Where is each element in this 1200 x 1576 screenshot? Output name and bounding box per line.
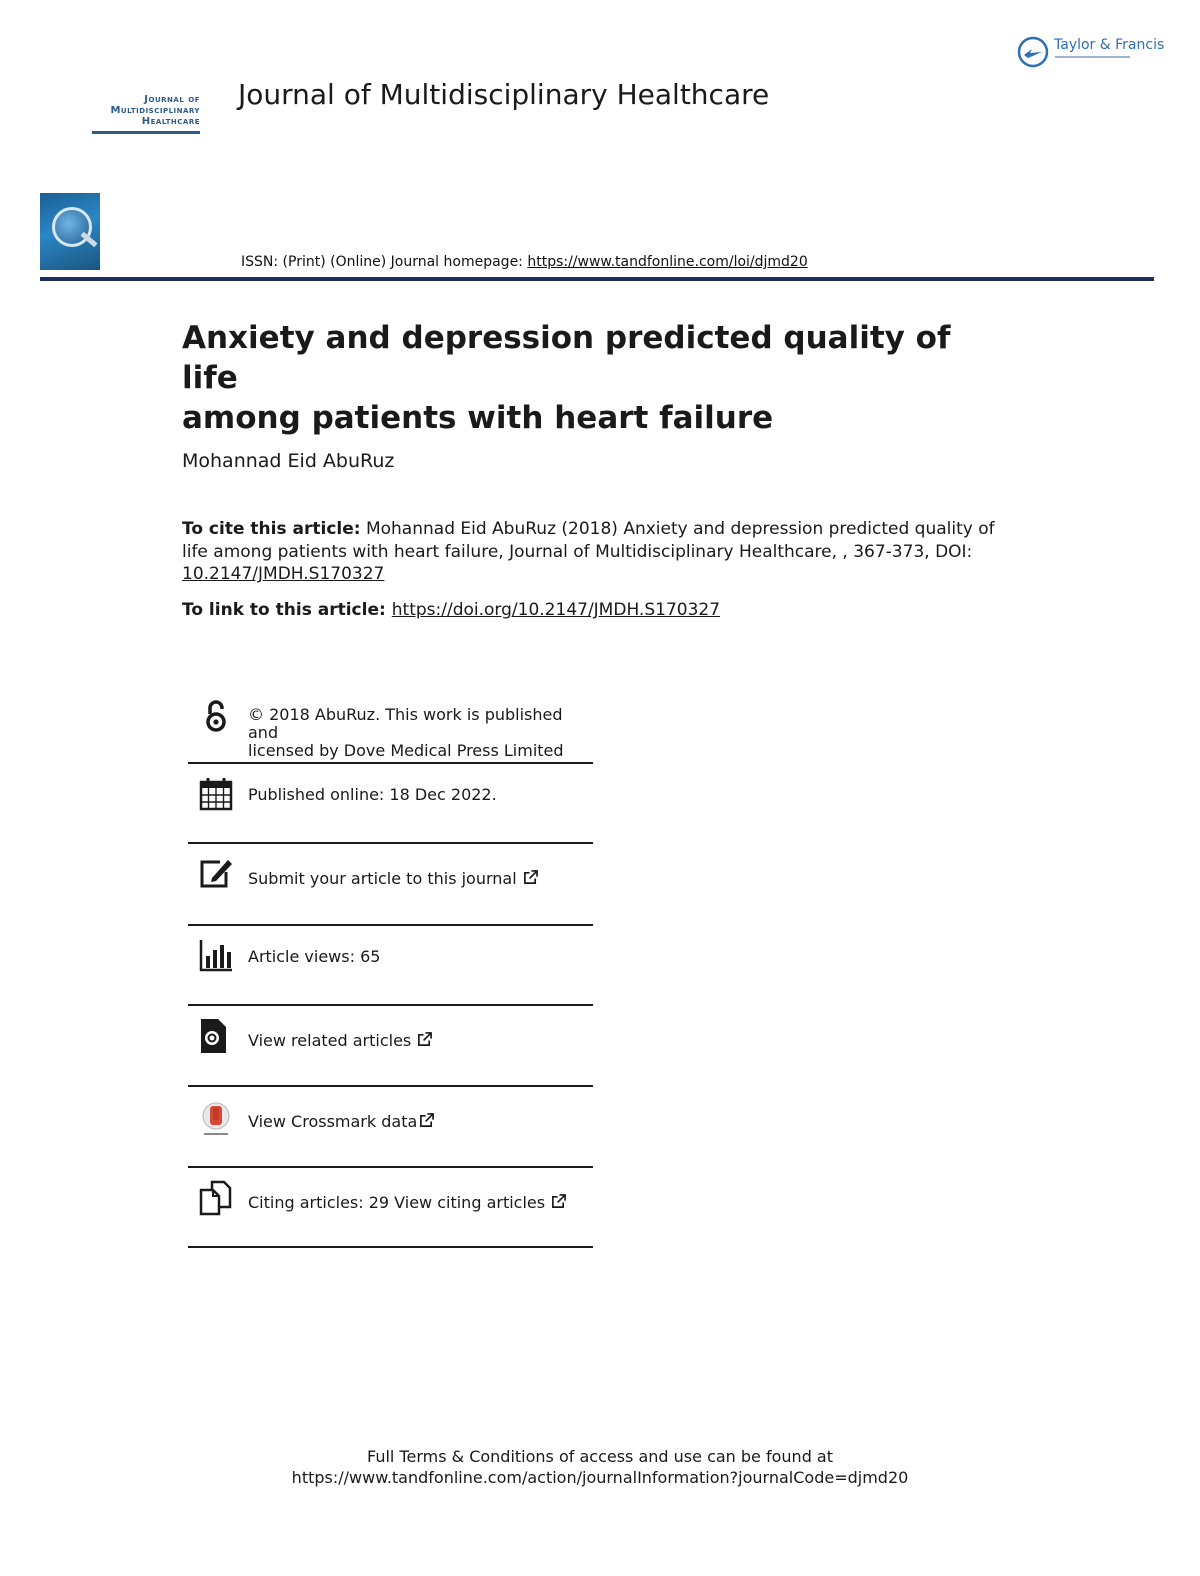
article-author[interactable]: Mohannad Eid AbuRuz xyxy=(182,450,395,472)
info-divider xyxy=(188,1166,593,1168)
license-line2: licensed by Dove Medical Press Limited xyxy=(248,741,564,760)
bar-chart-icon xyxy=(198,938,234,974)
article-views: Article views: 65 xyxy=(248,947,381,966)
journal-logo-line1: Journal of xyxy=(144,94,200,105)
journal-logo-line2: Multidisciplinary xyxy=(110,105,200,116)
external-link-icon xyxy=(551,1194,566,1209)
citing-icon xyxy=(198,1180,234,1216)
search-document-icon xyxy=(198,1018,234,1054)
license-line1: © 2018 AbuRuz. This work is published and xyxy=(248,705,563,742)
header-divider xyxy=(40,277,1154,281)
citation-block xyxy=(182,518,1012,586)
external-link-icon xyxy=(523,870,538,885)
article-link-line xyxy=(182,600,720,620)
article-title-line2: among patients with heart failure xyxy=(182,400,774,436)
info-divider xyxy=(188,842,593,844)
journal-logo xyxy=(80,94,200,134)
link-label: To link to this article: xyxy=(182,600,386,620)
citing-articles-link[interactable] xyxy=(248,1194,593,1212)
info-divider xyxy=(188,1246,593,1248)
citing-label[interactable]: Citing articles: 29 View citing articles xyxy=(248,1193,546,1212)
open-access-icon xyxy=(198,698,234,734)
publisher-logo-ring xyxy=(1019,38,1047,66)
journal-logo-bar xyxy=(92,131,200,134)
external-link-icon xyxy=(417,1032,432,1047)
related-label[interactable]: View related articles xyxy=(248,1031,412,1050)
cite-label: To cite this article: xyxy=(182,519,361,539)
footer-terms-text: Full Terms & Conditions of access and use can be found at xyxy=(366,1447,834,1466)
issn-prefix: ISSN: (Print) (Online) Journal homepage: xyxy=(241,254,528,270)
journal-cover-image xyxy=(40,193,100,270)
external-link-icon xyxy=(419,1113,434,1128)
submit-article-link[interactable] xyxy=(248,870,593,888)
info-divider xyxy=(188,924,593,926)
cite-text: Mohannad Eid AbuRuz (2018) Anxiety and depression predicted quality of life among patients with heart failure, Journal of Multidisciplinary Healthcare, , 367-373, DOI: xyxy=(182,519,995,562)
footer-terms-link[interactable]: https://www.tandfonline.com/action/journalInformation?journalCode=djmd20 xyxy=(291,1468,909,1487)
article-title xyxy=(182,318,1002,438)
journal-title: Journal of Multidisciplinary Healthcare xyxy=(238,78,770,111)
crossmark-label[interactable]: View Crossmark data xyxy=(248,1112,418,1131)
footer xyxy=(0,1446,1200,1488)
journal-homepage-link[interactable]: https://www.tandfonline.com/loi/djmd20 xyxy=(527,254,808,270)
calendar-icon xyxy=(198,776,234,812)
published-date: Published online: 18 Dec 2022. xyxy=(248,785,497,804)
publisher-logo-lamp xyxy=(1024,49,1042,58)
publisher-name[interactable]: Taylor & Francis xyxy=(1054,37,1165,53)
cite-doi-link[interactable]: 10.2147/JMDH.S170327 xyxy=(182,564,385,584)
edit-icon xyxy=(198,856,234,892)
info-divider xyxy=(188,1004,593,1006)
related-articles-link[interactable] xyxy=(248,1032,593,1050)
publisher-tagline xyxy=(1055,56,1130,58)
submit-label[interactable]: Submit your article to this journal xyxy=(248,869,517,888)
license-text xyxy=(248,706,593,760)
crossmark-icon xyxy=(198,1101,234,1137)
issn-line xyxy=(241,254,808,270)
crossmark-link[interactable] xyxy=(248,1113,593,1131)
article-doi-link[interactable]: https://doi.org/10.2147/JMDH.S170327 xyxy=(391,600,721,620)
journal-logo-line3: Healthcare xyxy=(141,116,200,127)
info-divider xyxy=(188,762,593,764)
info-divider xyxy=(188,1085,593,1087)
article-title-line1: Anxiety and depression predicted quality of life xyxy=(182,320,951,396)
